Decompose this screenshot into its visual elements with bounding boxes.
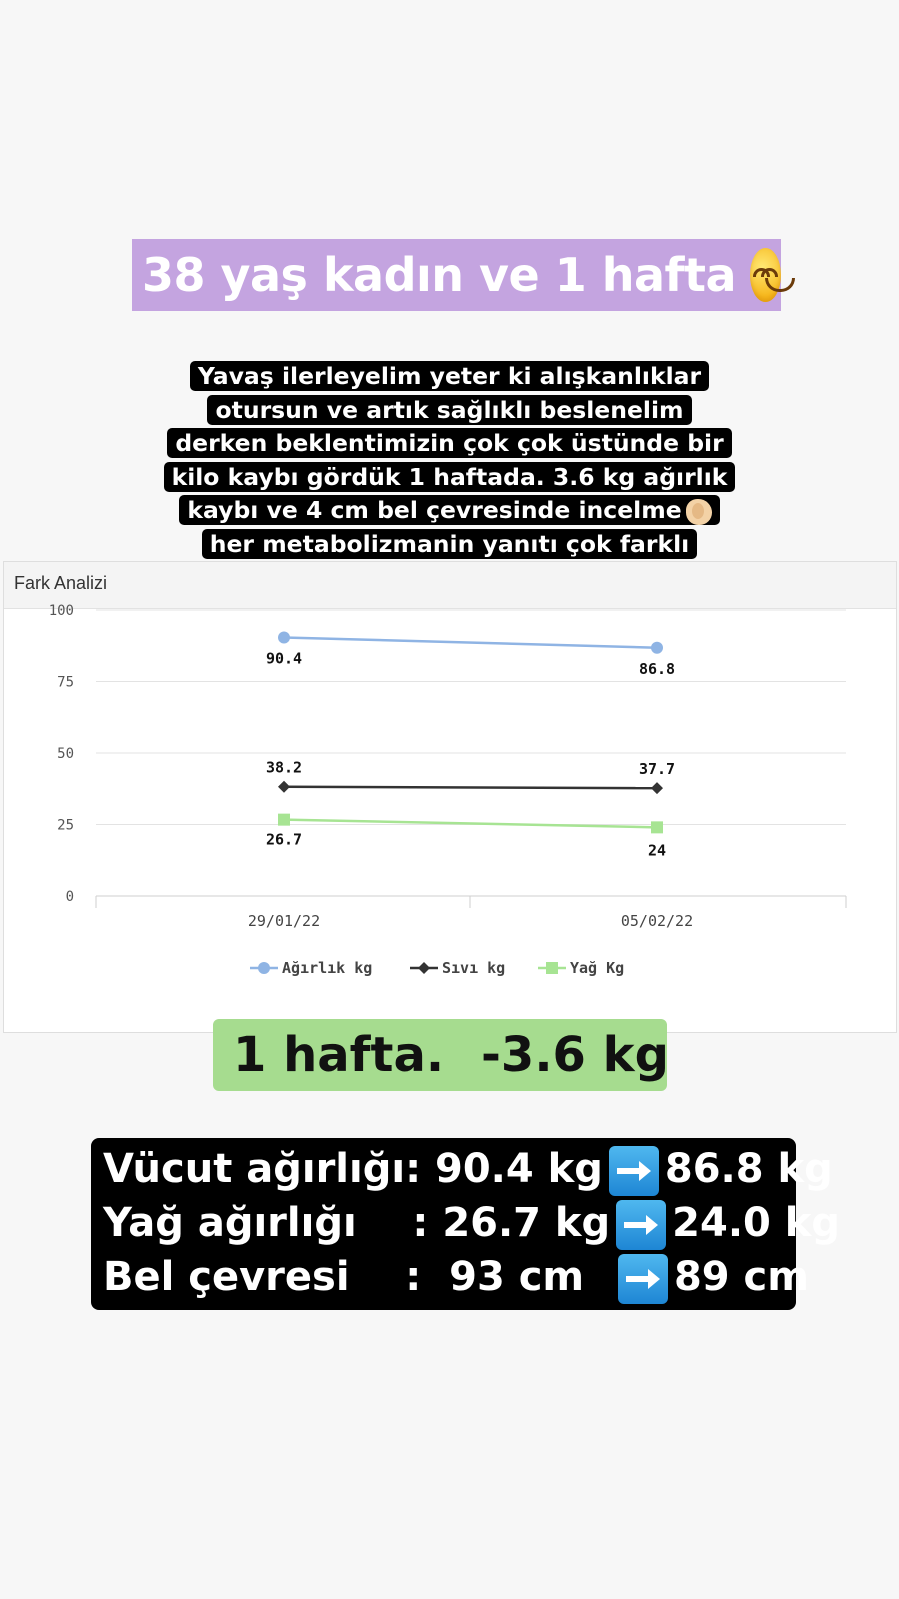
chart-card — [3, 561, 897, 1033]
clapping-hands-icon — [686, 499, 712, 525]
y-tick-label: 50 — [57, 746, 74, 762]
result-change: -3.6 kg — [481, 1027, 669, 1083]
result-banner — [213, 1019, 667, 1091]
data-label: 90.4 — [265, 649, 303, 668]
y-tick-label: 75 — [57, 674, 74, 691]
caption-line: Yavaş ilerleyelim yeter ki alışkanlıklar — [190, 361, 709, 391]
legend-marker — [418, 962, 430, 974]
data-point — [278, 814, 290, 826]
y-tick-label: 25 — [57, 817, 74, 834]
data-point — [278, 631, 290, 643]
stat-from: 26.7 kg — [442, 1200, 611, 1246]
chart-header-label: Fark Analizi — [14, 573, 108, 593]
title-banner — [132, 239, 781, 311]
y-tick-label: 0 — [65, 889, 74, 905]
data-label: 24 — [647, 841, 667, 860]
data-label: 86.8 — [638, 659, 676, 678]
result-period: 1 hafta. — [233, 1027, 445, 1083]
data-label: 26.7 — [265, 830, 303, 849]
stat-to: 89 cm — [673, 1254, 809, 1300]
legend-marker — [546, 962, 558, 974]
caption-line: kaybı ve 4 cm bel çevresinde incelme — [187, 496, 682, 524]
data-point — [278, 781, 290, 793]
right-arrow-icon — [616, 1200, 666, 1250]
data-label: 37.7 — [638, 760, 676, 779]
right-arrow-icon — [609, 1146, 659, 1196]
series-line — [284, 820, 657, 828]
caption-line: her metabolizmanin yanıtı çok farklı — [202, 529, 697, 559]
stat-row — [103, 1196, 840, 1250]
stat-row — [103, 1142, 833, 1196]
data-label: 38.2 — [265, 758, 303, 777]
right-arrow-icon — [618, 1254, 668, 1304]
legend-label: Sıvı kg — [442, 959, 506, 977]
data-point — [651, 821, 663, 833]
x-tick-label: 05/02/22 — [620, 912, 694, 930]
page-title: 38 yaş kadın ve 1 hafta — [142, 248, 737, 302]
stat-from: 93 cm — [435, 1254, 612, 1300]
stat-label: Bel çevresi : — [103, 1254, 422, 1300]
stats-panel — [91, 1138, 841, 1310]
stat-row — [103, 1250, 809, 1304]
stat-to: 86.8 kg — [664, 1146, 833, 1192]
data-point — [651, 782, 663, 794]
legend-marker — [258, 962, 270, 974]
stat-label: Yağ ağırlığı : — [103, 1200, 429, 1246]
data-point — [651, 642, 663, 654]
series-line — [284, 637, 657, 647]
x-tick-label: 29/01/22 — [247, 912, 321, 930]
caption-text — [0, 360, 899, 595]
stat-to: 24.0 kg — [672, 1200, 841, 1246]
caption-line: otursun ve artık sağlıklı beslenelim — [207, 395, 691, 425]
legend-label: Ağırlık kg — [282, 959, 373, 977]
line-chart — [4, 562, 898, 1034]
stat-label: Vücut ağırlığı: — [103, 1146, 422, 1192]
smiling-face-icon — [750, 248, 781, 302]
y-tick-label: 100 — [48, 603, 74, 619]
stat-from: 90.4 kg — [435, 1146, 603, 1192]
caption-line: kilo kaybı gördük 1 haftada. 3.6 kg ağırlık — [164, 462, 736, 492]
legend-label: Yağ Kg — [570, 959, 625, 977]
caption-line: derken beklentimizin çok çok üstünde bir — [167, 428, 731, 458]
series-line — [284, 787, 657, 788]
